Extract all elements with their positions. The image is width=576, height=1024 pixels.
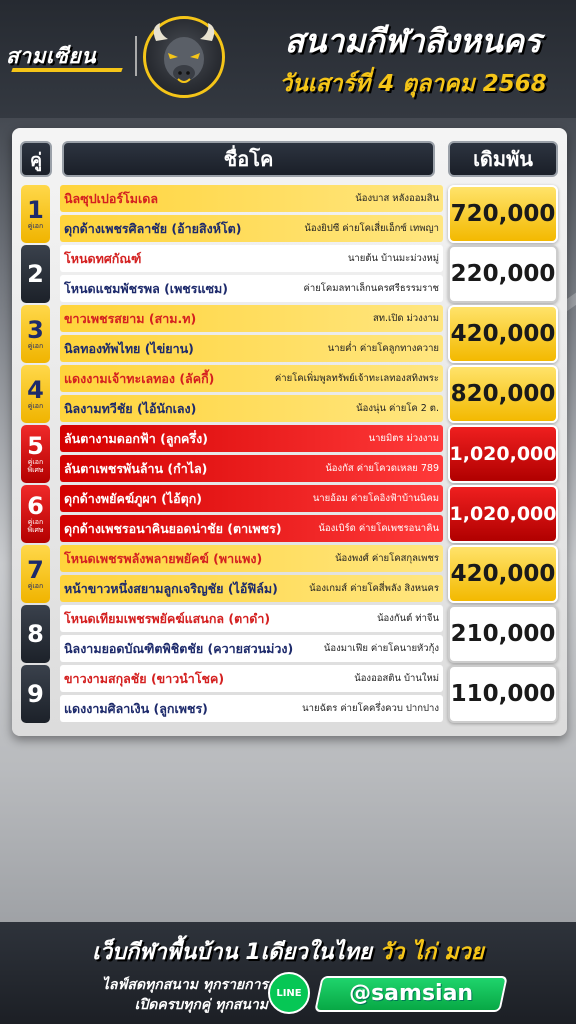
- fighter-a: [60, 365, 443, 392]
- brand-logo: [6, 34, 130, 76]
- fighter-b: [60, 275, 443, 302]
- column-header-bet: เดิมพัน: [448, 141, 558, 177]
- fighter-b: [60, 395, 443, 422]
- fighter-b-name: ดุกด้างเพชรอนาคินยอดน่าชัย (ตาเพชร): [64, 520, 282, 536]
- line-id-label: @samsian: [349, 981, 474, 1006]
- column-header-name: ชื่อโค: [62, 141, 435, 177]
- column-header-pair: คู่: [20, 141, 52, 177]
- fighter-b-owner: ค่ายโคมลทาเล็กนครศรีธรรมราช: [303, 283, 439, 294]
- fighter-b: [60, 335, 443, 362]
- pair-tag: คู่เอก พิเศษ: [27, 518, 44, 534]
- pair-tag: คู่เอก: [27, 222, 44, 230]
- fighters: [60, 305, 443, 363]
- pair-number: 3: [27, 316, 44, 344]
- fighter-b-name: ลันตาเพชรพันล้าน (กำไล): [64, 460, 208, 476]
- page-title: สนามกีฬาสิงหนคร: [284, 22, 542, 60]
- fighter-b-name: ดุกด้างเพชรศิลาชัย (อ้ายสิงห์โต): [64, 220, 242, 236]
- brand-underline: [11, 68, 122, 72]
- fighter-a-owner: ค่ายโคเพิ่มพูลทรัพย์เจ้าทะเลทองสทิงพระ: [274, 373, 439, 384]
- fighter-a-name: โหนดเพชรพลังพลายพยัคฆ์ (พาแพง): [64, 550, 263, 566]
- fighter-a-name: ขาวเพชรสยาม (สาม.ท): [64, 310, 197, 326]
- pair-number-badge: [21, 485, 50, 543]
- match-row: [0, 545, 576, 603]
- pair-tag: คู่เอก: [27, 402, 44, 410]
- fighters: [60, 485, 443, 543]
- fighter-b-owner: นายค่ำ ค่ายโคลูกทางควาย: [327, 343, 439, 354]
- pair-tag: คู่เอก: [27, 342, 44, 350]
- fighter-b-name: นิลงามยอดบัณฑิตพิชิตชัย (ควายสวนม่วง): [64, 640, 294, 656]
- fighter-b: [60, 515, 443, 542]
- match-row: [0, 185, 576, 243]
- brand-text: สามเซียน: [6, 44, 97, 68]
- fighter-a-owner: สท.เปิด ม่วงงาม: [372, 313, 439, 324]
- bet-amount: 420,000: [448, 305, 558, 363]
- fighters: [60, 605, 443, 663]
- fighter-a-owner: น้องกันต์ ท่าจีน: [377, 613, 439, 624]
- pair-number-badge: [21, 605, 50, 663]
- pair-number: 7: [27, 556, 44, 584]
- bet-amount: 220,000: [448, 245, 558, 303]
- bet-amount: 210,000: [448, 605, 558, 663]
- match-row: [0, 365, 576, 423]
- footer-slogan: [0, 934, 576, 969]
- bet-amount: 1,020,000: [448, 425, 558, 483]
- pair-number: 5: [27, 432, 44, 460]
- fighter-a-name: ขาวงามสกุลชัย (ขาวนำโชค): [64, 670, 225, 686]
- fighter-b-name: หน้าขาวหนึ่งสยามลูกเจริญชัย (ไอ้ฟิล์ม): [64, 580, 278, 596]
- pair-number: 8: [27, 620, 44, 648]
- fighter-b: [60, 215, 443, 242]
- fighter-a-owner: น้องออสติน บ้านใหม่: [354, 673, 439, 684]
- fighter-a-owner: นายต้น บ้านมะม่วงหมู่: [347, 253, 439, 264]
- fighter-b-owner: นายฉัตร ค่ายโคครึ่งควบ ปากปาง: [302, 703, 439, 714]
- match-row: [0, 245, 576, 303]
- fighter-a-name: โหนดเทียมเพชรพยัคฆ์แสนกล (ตาดำ): [64, 610, 271, 626]
- pair-tag: คู่เอก พิเศษ: [27, 458, 44, 474]
- fighter-a-name: โหนดทศกัณฑ์: [64, 250, 142, 266]
- fighter-a-owner: นายอ้อม ค่ายโคอิงฟ้าบ้านนิคม: [312, 493, 439, 504]
- fighter-b-owner: น้องเบิร์ด ค่ายโคเพชรอนาคิน: [318, 523, 439, 534]
- fighter-a: [60, 305, 443, 332]
- fighter-a: [60, 605, 443, 632]
- fighter-a-name: แดงงามเจ้าทะเลทอง (ลัคกี้): [64, 370, 215, 386]
- fighter-a: [60, 485, 443, 512]
- fighter-a-owner: น้องบาส หลังออมสิน: [355, 193, 439, 204]
- fighter-b: [60, 455, 443, 482]
- fighters: [60, 425, 443, 483]
- pair-number-badge: [21, 365, 50, 423]
- fighter-a: [60, 545, 443, 572]
- bet-amount: 720,000: [448, 185, 558, 243]
- fighter-b: [60, 635, 443, 662]
- fighters: [60, 185, 443, 243]
- fighter-a-name: ดุกด้างพยัคฆ์ภูผา (ไอ้ตุก): [64, 490, 202, 506]
- fighter-a-owner: นายมิตร ม่วงงาม: [368, 433, 439, 444]
- fighters: [60, 245, 443, 303]
- fighter-b: [60, 575, 443, 602]
- fighter-b-owner: น้องมาเฟีย ค่ายโคนายหัวกุ้ง: [323, 643, 439, 654]
- bet-amount: 420,000: [448, 545, 558, 603]
- pair-tag: คู่เอก: [27, 582, 44, 590]
- bull-logo-icon: [143, 16, 225, 98]
- slogan-main: เว็บกีฬาพื้นบ้าน 1เดียวในไทย: [92, 940, 372, 965]
- event-date: วันเสาร์ที่ 4 ตุลาคม 2568: [279, 71, 547, 97]
- pair-number-badge: [21, 665, 50, 723]
- fighter-b-owner: น้องยิปซี ค่ายโคเสี่ยเอ็กซ์ เทพญา: [304, 223, 439, 234]
- line-id-button[interactable]: [314, 976, 508, 1012]
- line-app-icon[interactable]: LINE: [268, 972, 310, 1014]
- pair-number-badge: [21, 185, 50, 243]
- pair-number: 2: [27, 260, 44, 288]
- fighters: [60, 665, 443, 723]
- pair-number: 1: [27, 196, 44, 224]
- fighter-a: [60, 185, 443, 212]
- fighter-a-owner: น้องพงศ์ ค่ายโคสกุลเพชร: [335, 553, 439, 564]
- pair-number-badge: [21, 425, 50, 483]
- match-row: [0, 305, 576, 363]
- fighters: [60, 545, 443, 603]
- fighter-b-name: นิลทองทัพไทย (ไข่ยาน): [64, 340, 194, 356]
- fighter-a-name: ลันตางามดอกฟ้า (ลูกครึ่ง): [64, 430, 208, 446]
- fighter-a: [60, 245, 443, 272]
- fighter-b-name: โหนดแชมพัชรพล (เพชรแซม): [64, 280, 229, 296]
- pair-number-badge: [21, 545, 50, 603]
- fighter-b-name: แดงงามศิลาเงิน (ลูกเพชร): [64, 700, 208, 716]
- fighter-a-name: นิลซุปเปอร์โมเดล: [64, 190, 159, 206]
- pair-number: 6: [27, 492, 44, 520]
- fighter-a: [60, 665, 443, 692]
- slogan-highlight: วัว ไก่ มวย: [379, 940, 484, 965]
- pair-number-badge: [21, 305, 50, 363]
- brand-divider: [135, 36, 137, 76]
- match-row: [0, 605, 576, 663]
- fighter-b-name: นิลงามทวีชัย (ไอ้นักเลง): [64, 400, 197, 416]
- bet-amount: 110,000: [448, 665, 558, 723]
- bet-amount: 1,020,000: [448, 485, 558, 543]
- fighter-a: [60, 425, 443, 452]
- bet-amount: 820,000: [448, 365, 558, 423]
- fighter-b-owner: น้องนุ่น ค่ายโค 2 ต.: [356, 403, 439, 414]
- match-row: [0, 425, 576, 483]
- fighter-b-owner: น้องเกมส์ ค่ายโคสี่พลัง สิงหนคร: [309, 583, 439, 594]
- pair-number-badge: [21, 245, 50, 303]
- pair-number: 4: [27, 376, 44, 404]
- match-row: [0, 665, 576, 723]
- fighter-b-owner: น้องกัส ค่ายโควดเหลย 789: [325, 463, 439, 474]
- match-row: [0, 485, 576, 543]
- fighters: [60, 365, 443, 423]
- fighter-b: [60, 695, 443, 722]
- pair-number: 9: [27, 680, 44, 708]
- footer-live-text: ไลฟ์สดทุกสนาม ทุกรายการ: [101, 977, 268, 993]
- footer-open-text: เปิดครบทุกคู่ ทุกสนาม: [134, 997, 268, 1013]
